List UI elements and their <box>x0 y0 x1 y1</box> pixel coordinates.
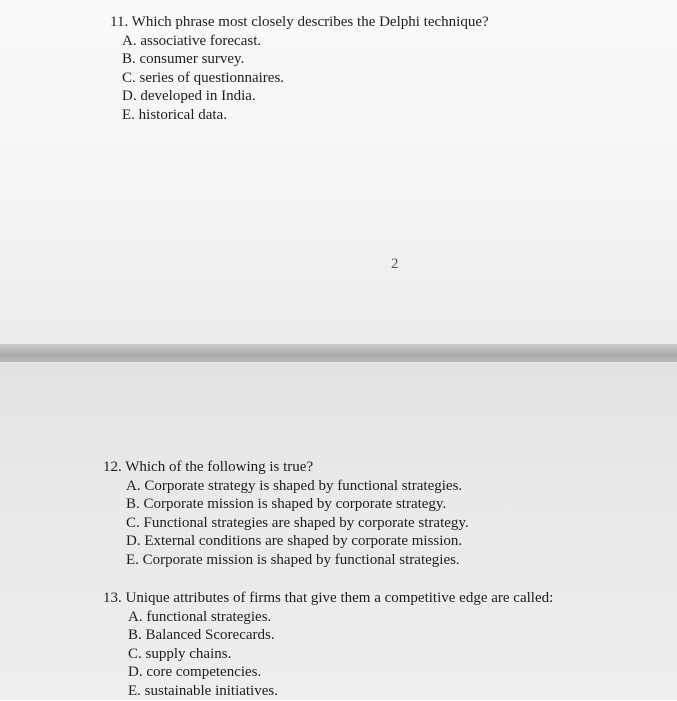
answer-option-c: C. Functional strategies are shaped by corporate strategy. <box>126 514 469 531</box>
answer-option-b: B. consumer survey. <box>122 51 245 68</box>
answer-option-c: C. series of questionnaires. <box>122 69 285 86</box>
answer-option-b: B. Balanced Scorecards. <box>128 627 275 644</box>
question-stem: 12. Which of the following is true? <box>103 459 314 475</box>
answer-option-b: B. Corporate mission is shaped by corporate strategy. <box>126 496 447 513</box>
answer-option-e: E. sustainable initiatives. <box>128 682 278 699</box>
question-13 <box>103 589 553 701</box>
question-12 <box>103 458 469 570</box>
page-number: 2 <box>391 256 399 272</box>
answer-option-a: A. functional strategies. <box>128 608 272 625</box>
answer-option-a: A. associative forecast. <box>122 32 262 49</box>
answer-option-d: D. External conditions are shaped by corporate mission. <box>126 533 463 550</box>
question-stem: 13. Unique attributes of firms that give them a competitive edge are called: <box>103 590 554 606</box>
answer-option-d: D. developed in India. <box>122 88 256 105</box>
answer-option-e: E. Corporate mission is shaped by functional strategies. <box>126 551 460 568</box>
question-11 <box>110 13 489 125</box>
answer-option-a: A. Corporate strategy is shaped by functional strategies. <box>126 477 463 494</box>
answer-option-e: E. historical data. <box>122 106 227 123</box>
answer-option-d: D. core competencies. <box>128 664 262 681</box>
answer-option-c: C. supply chains. <box>128 645 232 662</box>
page-divider <box>0 344 677 362</box>
question-stem: 11. Which phrase most closely describes the Delphi technique? <box>110 14 489 30</box>
